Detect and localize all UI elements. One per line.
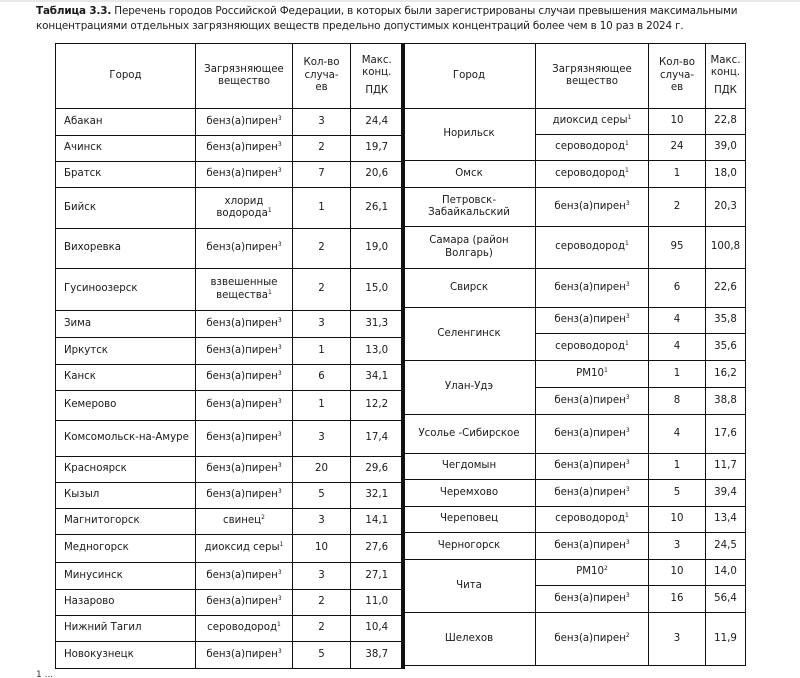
pollutant-name: диоксид серы (552, 115, 628, 127)
count-cell: 5 (293, 483, 351, 509)
table-row (56, 162, 404, 188)
pollutant-cell (196, 136, 293, 162)
footnote-marker: 3 (277, 343, 282, 351)
max-conc-cell: 18,0 (706, 161, 746, 188)
max-conc-cell: 10,4 (351, 616, 404, 642)
pollution-table-left (55, 43, 405, 669)
max-conc-cell: 22,6 (706, 269, 746, 308)
pollutant-cell (536, 613, 649, 666)
pollutant-name: бенз(а)пирен (206, 344, 278, 356)
pollutant-name: хлорид водорода (216, 195, 268, 219)
count-cell: 7 (293, 162, 351, 188)
city-cell: Чита (403, 560, 536, 613)
max-conc-cell: 11,7 (706, 454, 746, 480)
table-row (403, 109, 746, 135)
max-conc-cell: 19,7 (351, 136, 404, 162)
pollution-table-right (402, 43, 746, 666)
table-row (403, 188, 746, 227)
footnote: 1 ... (36, 670, 54, 678)
pollutant-name: сероводород (555, 241, 625, 253)
table-row (403, 308, 746, 334)
count-cell: 3 (293, 311, 351, 338)
pollutant-cell (536, 480, 649, 507)
table-caption (36, 4, 776, 34)
city-cell: Красноярск (56, 457, 196, 483)
pollutant-name: диоксид серы (204, 542, 280, 554)
pollutant-name: PM10 (576, 566, 605, 578)
footnote-marker: 3 (277, 595, 282, 603)
pollutant-cell (196, 563, 293, 590)
max-conc-cell: 11,9 (706, 613, 746, 666)
max-conc-cell: 19,0 (351, 229, 404, 269)
city-cell: Магнитогорск (56, 509, 196, 535)
header-count: Кол-во случа- ев (649, 44, 706, 109)
table-row (56, 590, 404, 616)
header-max: Макс. конц. ПДК (706, 44, 746, 109)
count-cell: 1 (649, 361, 706, 388)
pollutant-cell (536, 227, 649, 269)
table-row (403, 454, 746, 480)
header-city: Город (56, 44, 196, 109)
city-cell: Братск (56, 162, 196, 188)
pollutant-name: бенз(а)пирен (206, 242, 278, 254)
max-conc-cell: 12,2 (351, 391, 404, 421)
header-count: Кол-во случа- ев (293, 44, 351, 109)
pollutant-cell (536, 188, 649, 227)
footnote-marker: 3 (277, 431, 282, 439)
city-cell: Бийск (56, 188, 196, 229)
pollutant-name: бенз(а)пирен (206, 317, 278, 329)
max-conc-cell: 39,4 (706, 480, 746, 507)
header-max: Макс. конц. ПДК (351, 44, 404, 109)
count-cell: 10 (649, 560, 706, 586)
max-conc-cell: 20,3 (706, 188, 746, 227)
pollutant-name: бенз(а)пирен (206, 371, 278, 383)
max-conc-cell: 24,4 (351, 109, 404, 136)
pollutant-name: сероводород (207, 622, 277, 634)
table-row (56, 229, 404, 269)
max-conc-cell: 13,0 (351, 338, 404, 365)
pollutant-cell (536, 135, 649, 161)
footnote-marker: 2 (625, 631, 630, 639)
city-cell: Новокузнецк (56, 642, 196, 669)
footnote-marker: 3 (625, 459, 630, 467)
count-cell: 1 (649, 454, 706, 480)
pollutant-name: бенз(а)пирен (206, 399, 278, 411)
caption-text: Перечень городов Российской Федерации, в которых были зарегистрированы случаи превышения максимальными концентрациями отдельных загрязняющих веществ предельно допустимых концентраций более чем в 10 раз в 2024 г. (36, 5, 738, 32)
table-row (403, 613, 746, 666)
count-cell: 3 (649, 613, 706, 666)
city-cell: Абакан (56, 109, 196, 136)
count-cell: 4 (649, 334, 706, 361)
table-row (403, 361, 746, 388)
max-conc-cell: 35,8 (706, 308, 746, 334)
city-cell: Усолье -Сибирское (403, 415, 536, 454)
count-cell: 10 (649, 109, 706, 135)
city-cell: Минусинск (56, 563, 196, 590)
table-row (56, 311, 404, 338)
count-cell: 95 (649, 227, 706, 269)
pollutant-name: бенз(а)пирен (554, 486, 626, 498)
footnote-marker: 1 (604, 366, 608, 374)
count-cell: 2 (293, 590, 351, 616)
max-conc-cell: 22,8 (706, 109, 746, 135)
footnote-marker: 3 (625, 280, 630, 288)
max-conc-cell: 11,0 (351, 590, 404, 616)
table-row (56, 269, 404, 311)
footnote-marker: 3 (625, 538, 630, 546)
footnote-marker: 3 (277, 462, 282, 470)
city-cell: Вихоревка (56, 229, 196, 269)
max-conc-cell: 35,6 (706, 334, 746, 361)
footnote-marker: 3 (277, 568, 282, 576)
pollutant-cell (196, 338, 293, 365)
city-cell: Ачинск (56, 136, 196, 162)
pollutant-name: сероводород (555, 513, 625, 525)
max-conc-cell: 34,1 (351, 365, 404, 391)
pollutant-cell (536, 507, 649, 533)
table-row (56, 421, 404, 457)
table-row (56, 136, 404, 162)
table-row (56, 457, 404, 483)
pollutant-cell (536, 586, 649, 613)
table-row (56, 338, 404, 365)
city-cell: Кемерово (56, 391, 196, 421)
count-cell: 2 (293, 616, 351, 642)
pollutant-cell (196, 616, 293, 642)
pollutant-name: взвешенные вещества (210, 277, 278, 301)
count-cell: 3 (293, 109, 351, 136)
footnote-marker: 3 (625, 393, 630, 401)
caption-label: Таблица 3.3. (36, 5, 112, 17)
pollutant-name: бенз(а)пирен (206, 142, 278, 154)
pollutant-cell (196, 109, 293, 136)
count-cell: 3 (293, 563, 351, 590)
city-cell: Селенгинск (403, 308, 536, 361)
count-cell: 24 (649, 135, 706, 161)
pollutant-cell (536, 361, 649, 388)
footnote-marker: 3 (277, 241, 282, 249)
city-cell: Кызыл (56, 483, 196, 509)
pollutant-cell (536, 454, 649, 480)
count-cell: 10 (293, 535, 351, 563)
max-conc-cell: 14,0 (706, 560, 746, 586)
max-conc-cell: 56,4 (706, 586, 746, 613)
pollutant-cell (536, 269, 649, 308)
city-cell: Череповец (403, 507, 536, 533)
table-row (56, 365, 404, 391)
table-row (403, 507, 746, 533)
city-cell: Гусиноозерск (56, 269, 196, 311)
city-cell: Самара (район Волгарь) (403, 227, 536, 269)
pollutant-name: бенз(а)пирен (554, 427, 626, 439)
footnote-marker: 1 (277, 621, 281, 629)
city-cell: Свирск (403, 269, 536, 308)
footnote-marker: 3 (277, 316, 282, 324)
count-cell: 5 (649, 480, 706, 507)
table-row (56, 616, 404, 642)
header-city: Город (403, 44, 536, 109)
city-cell: Нижний Тагил (56, 616, 196, 642)
footnote-marker: 1 (279, 541, 284, 549)
city-cell: Шелехов (403, 613, 536, 666)
count-cell: 1 (293, 338, 351, 365)
pollutant-cell (196, 509, 293, 535)
footnote-marker: 1 (268, 288, 272, 296)
pollutant-name: сероводород (555, 141, 625, 153)
max-conc-cell: 39,0 (706, 135, 746, 161)
footnote-marker: 1 (625, 240, 629, 248)
footnote-marker: 1 (627, 114, 632, 122)
pollutant-name: бенз(а)пирен (554, 632, 626, 644)
footnote-marker: 3 (625, 591, 630, 599)
pollutant-name: бенз(а)пирен (554, 394, 626, 406)
pollutant-name: бенз(а)пирен (206, 569, 278, 581)
footnote-marker: 3 (277, 647, 282, 655)
city-cell: Черногорск (403, 533, 536, 560)
table-row (56, 563, 404, 590)
header-row (56, 44, 404, 109)
pollutant-cell (196, 229, 293, 269)
count-cell: 3 (649, 533, 706, 560)
header-pollutant: Загрязняющее вещество (196, 44, 293, 109)
footnote-marker: 3 (625, 485, 630, 493)
footnote-marker: 3 (625, 426, 630, 434)
city-cell: Черемхово (403, 480, 536, 507)
footnote-marker: 3 (277, 167, 282, 175)
pollutant-name: бенз(а)пирен (554, 314, 626, 326)
pollutant-name: свинец (223, 515, 262, 527)
city-cell: Зима (56, 311, 196, 338)
count-cell: 2 (293, 269, 351, 311)
count-cell: 2 (649, 188, 706, 227)
max-conc-cell: 20,6 (351, 162, 404, 188)
pollutant-name: PM10 (576, 367, 605, 379)
footnote-marker: 1 (267, 207, 272, 214)
table-row (56, 535, 404, 563)
pollutant-name: бенз(а)пирен (206, 463, 278, 475)
pollutant-cell (196, 391, 293, 421)
max-conc-cell: 29,6 (351, 457, 404, 483)
count-cell: 2 (293, 136, 351, 162)
table-row (56, 109, 404, 136)
pollutant-cell (196, 269, 293, 311)
footnote-marker: 3 (625, 199, 630, 207)
city-cell: Петровск-Забайкальский (403, 188, 536, 227)
top-border (0, 0, 800, 2)
table-row (56, 642, 404, 669)
max-conc-cell: 24,5 (706, 533, 746, 560)
count-cell: 6 (293, 365, 351, 391)
table-row (403, 415, 746, 454)
pollutant-name: сероводород (555, 340, 625, 352)
footnote-marker: 1 (625, 339, 629, 347)
pollutant-name: сероводород (555, 167, 625, 179)
table-row (56, 509, 404, 535)
count-cell: 2 (293, 229, 351, 269)
max-conc-cell: 38,8 (706, 388, 746, 415)
pollutant-name: бенз(а)пирен (206, 489, 278, 501)
pollutant-cell (536, 308, 649, 334)
pollutant-cell (196, 483, 293, 509)
pollutant-cell (196, 535, 293, 563)
footnote-marker: 3 (277, 488, 282, 496)
city-cell: Чегдомын (403, 454, 536, 480)
city-cell: Назарово (56, 590, 196, 616)
count-cell: 6 (649, 269, 706, 308)
max-conc-cell: 13,4 (706, 507, 746, 533)
table-divider (401, 43, 403, 668)
footnote-marker: 3 (277, 114, 282, 122)
city-cell: Медногорск (56, 535, 196, 563)
footnote-marker: 3 (277, 370, 282, 378)
count-cell: 8 (649, 388, 706, 415)
count-cell: 10 (649, 507, 706, 533)
pollutant-cell (536, 388, 649, 415)
pollutant-cell (196, 365, 293, 391)
count-cell: 4 (649, 308, 706, 334)
count-cell: 3 (293, 509, 351, 535)
max-conc-cell: 17,6 (706, 415, 746, 454)
count-cell: 5 (293, 642, 351, 669)
pollutant-name: бенз(а)пирен (554, 592, 626, 604)
count-cell: 4 (649, 415, 706, 454)
pollutant-cell (536, 161, 649, 188)
table-row (403, 533, 746, 560)
max-conc-cell: 15,0 (351, 269, 404, 311)
pollutant-name: бенз(а)пирен (554, 281, 626, 293)
footnote-marker: 3 (277, 141, 282, 149)
footnote-marker: 3 (625, 313, 630, 321)
table-row (56, 188, 404, 229)
pollutant-name: бенз(а)пирен (206, 168, 278, 180)
max-conc-cell: 100,8 (706, 227, 746, 269)
pollutant-cell (536, 415, 649, 454)
pollutant-cell (196, 188, 293, 229)
table-row (56, 483, 404, 509)
city-cell: Комсомольск-на-Амуре (56, 421, 196, 457)
pollutant-name: бенз(а)пирен (554, 539, 626, 551)
max-conc-cell: 14,1 (351, 509, 404, 535)
max-conc-cell: 32,1 (351, 483, 404, 509)
max-conc-cell: 27,1 (351, 563, 404, 590)
count-cell: 1 (293, 188, 351, 229)
max-conc-cell: 38,7 (351, 642, 404, 669)
header-pollutant: Загрязняющее вещество (536, 44, 649, 109)
max-conc-cell: 17,4 (351, 421, 404, 457)
table-row (403, 269, 746, 308)
table-row (403, 227, 746, 269)
max-conc-cell: 27,6 (351, 535, 404, 563)
table-row (403, 560, 746, 586)
city-cell: Омск (403, 161, 536, 188)
count-cell: 1 (649, 161, 706, 188)
max-conc-cell: 26,1 (351, 188, 404, 229)
city-cell: Иркутск (56, 338, 196, 365)
footnote-marker: 2 (604, 565, 608, 573)
max-conc-cell: 31,3 (351, 311, 404, 338)
pollutant-cell (196, 311, 293, 338)
footnote-marker: 3 (277, 398, 282, 406)
count-cell: 1 (293, 391, 351, 421)
footnote-marker: 1 (625, 140, 629, 148)
table-row (403, 161, 746, 188)
city-cell: Канск (56, 365, 196, 391)
header-row (403, 44, 746, 109)
pollutant-cell (536, 533, 649, 560)
pollutant-cell (196, 421, 293, 457)
pollutant-name: бенз(а)пирен (206, 648, 278, 660)
pollutant-name: бенз(а)пирен (554, 200, 626, 212)
count-cell: 20 (293, 457, 351, 483)
pollutant-cell (196, 590, 293, 616)
count-cell: 3 (293, 421, 351, 457)
pollutant-name: бенз(а)пирен (206, 432, 278, 444)
footnote-marker: 1 (625, 166, 629, 174)
pollutant-cell (196, 642, 293, 669)
count-cell: 16 (649, 586, 706, 613)
pollutant-name: бенз(а)пирен (206, 115, 278, 127)
pollutant-cell (536, 334, 649, 361)
pollutant-name: бенз(а)пирен (554, 460, 626, 472)
pollutant-cell (196, 162, 293, 188)
pollutant-name: бенз(а)пирен (206, 596, 278, 608)
city-cell: Норильск (403, 109, 536, 161)
table-row (403, 480, 746, 507)
table-row (56, 391, 404, 421)
footnote-marker: 2 (261, 514, 265, 522)
max-conc-cell: 16,2 (706, 361, 746, 388)
pollutant-cell (536, 109, 649, 135)
city-cell: Улан-Удэ (403, 361, 536, 415)
pollutant-cell (536, 560, 649, 586)
pollutant-cell (196, 457, 293, 483)
footnote-marker: 1 (625, 512, 629, 520)
